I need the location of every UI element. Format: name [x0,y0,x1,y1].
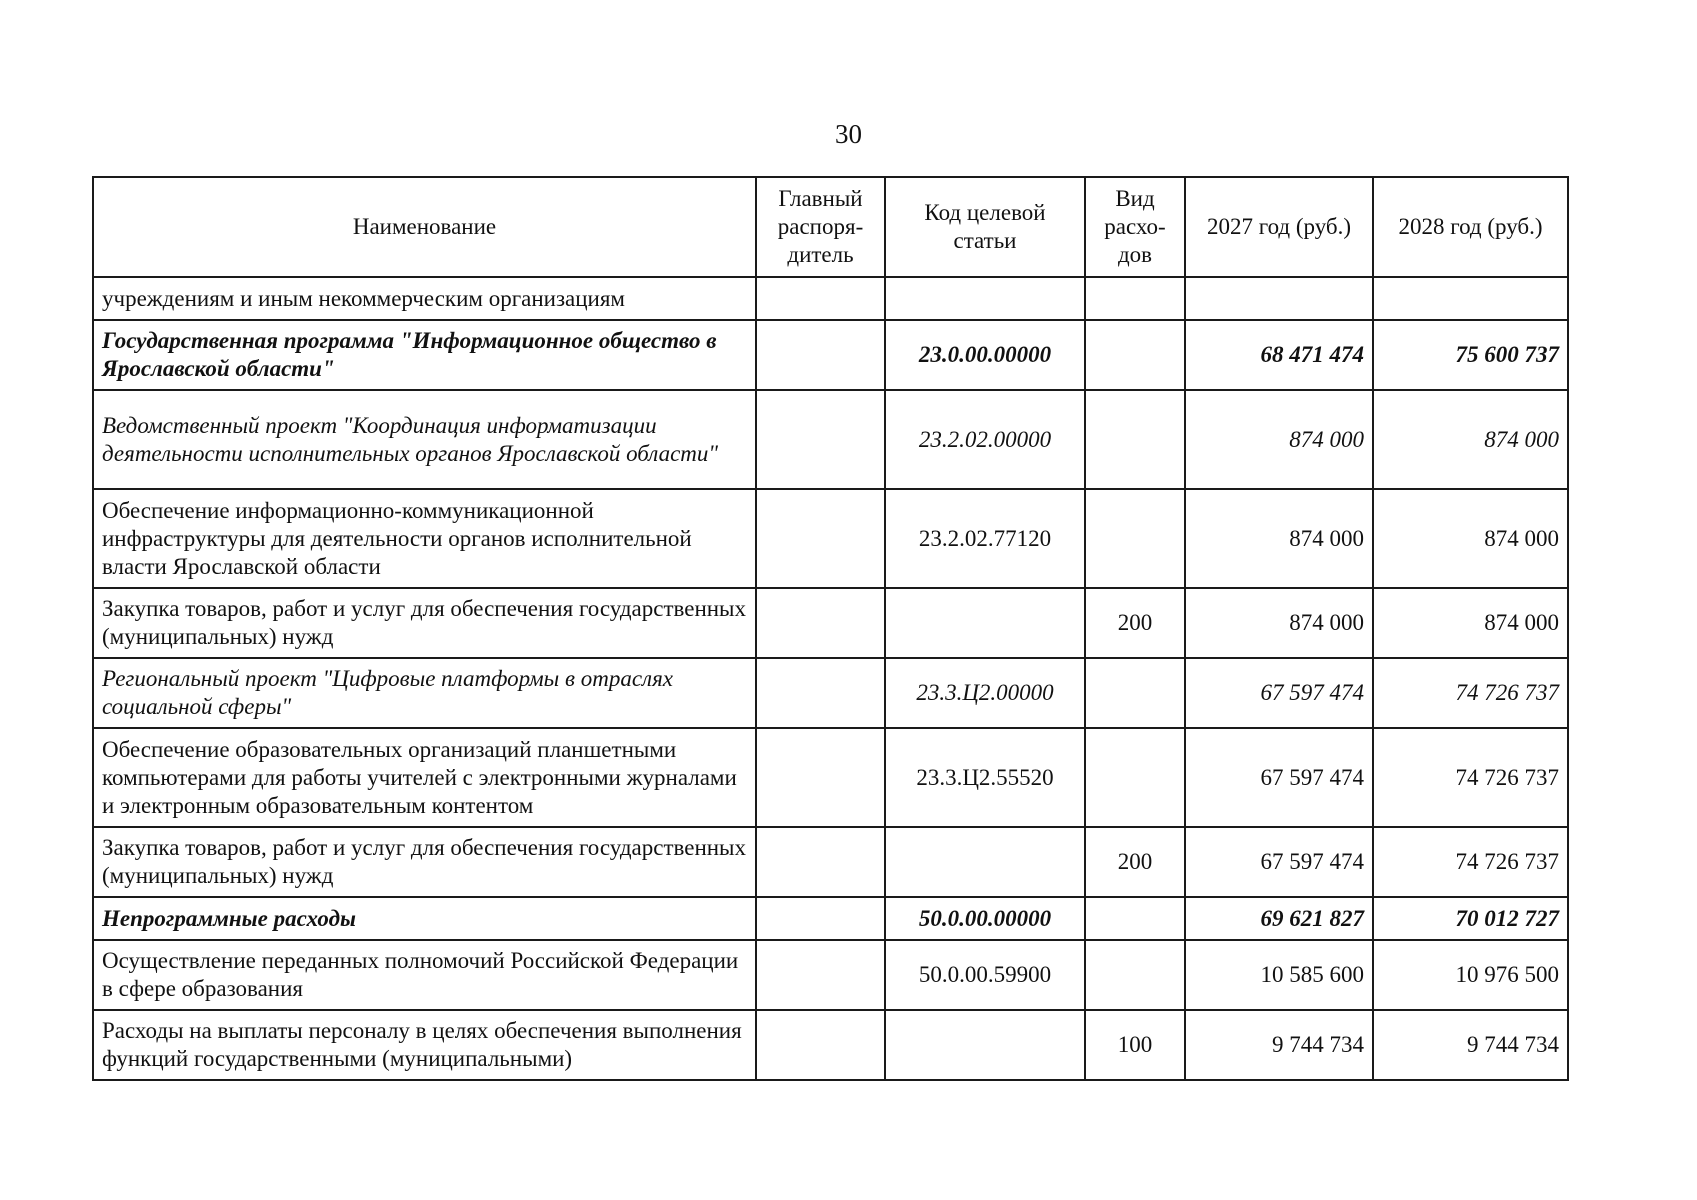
row-vid [1085,390,1185,489]
row-2028: 75 600 737 [1373,320,1568,390]
row-2028: 874 000 [1373,588,1568,658]
row-chief [756,588,885,658]
row-name: Расходы на выплаты персоналу в целях обеспечения выполнения функций государственными (муниципальными) [93,1010,756,1080]
header-name: Наименование [93,177,756,277]
row-2028: 9 744 734 [1373,1010,1568,1080]
header-chief: Главный распоря- дитель [756,177,885,277]
table-row [93,1010,1568,1080]
table-row [93,940,1568,1010]
row-2028: 74 726 737 [1373,658,1568,728]
row-2027: 67 597 474 [1185,728,1373,827]
row-chief [756,277,885,320]
header-2027: 2027 год (руб.) [1185,177,1373,277]
header-vid: Вид расхо- дов [1085,177,1185,277]
row-vid [1085,277,1185,320]
row-chief [756,658,885,728]
row-chief [756,489,885,588]
row-code: 23.0.00.00000 [885,320,1085,390]
header-2028: 2028 год (руб.) [1373,177,1568,277]
row-vid [1085,489,1185,588]
row-2028: 874 000 [1373,489,1568,588]
row-2027: 67 597 474 [1185,827,1373,897]
row-name: Непрограммные расходы [93,897,756,940]
row-vid [1085,658,1185,728]
row-vid [1085,897,1185,940]
row-code: 23.2.02.77120 [885,489,1085,588]
row-2028 [1373,277,1568,320]
table-row [93,827,1568,897]
row-2028: 10 976 500 [1373,940,1568,1010]
row-name: Закупка товаров, работ и услуг для обеспечения государственных (муниципальных) нужд [93,588,756,658]
row-name: Ведомственный проект "Координация информатизации деятельности исполнительных органов Ярославской области" [93,390,756,489]
row-vid [1085,320,1185,390]
table-row [93,728,1568,827]
row-chief [756,390,885,489]
page-number: 30 [835,119,862,149]
row-2027: 874 000 [1185,390,1373,489]
row-code [885,277,1085,320]
row-2027 [1185,277,1373,320]
row-name: Обеспечение образовательных организаций планшетными компьютерами для работы учителей с электронными журналами и электронным образовательным контентом [93,728,756,827]
row-2027: 10 585 600 [1185,940,1373,1010]
row-chief [756,320,885,390]
row-chief [756,728,885,827]
row-2028: 74 726 737 [1373,827,1568,897]
row-2028: 70 012 727 [1373,897,1568,940]
header-code: Код целевой статьи [885,177,1085,277]
row-vid: 200 [1085,588,1185,658]
table-row [93,588,1568,658]
row-vid [1085,728,1185,827]
row-name: Обеспечение информационно-коммуникационной инфраструктуры для деятельности органов исполнительной власти Ярославской области [93,489,756,588]
row-2027: 874 000 [1185,489,1373,588]
row-2027: 68 471 474 [1185,320,1373,390]
row-2027: 9 744 734 [1185,1010,1373,1080]
row-chief [756,1010,885,1080]
row-2027: 69 621 827 [1185,897,1373,940]
row-code: 50.0.00.59900 [885,940,1085,1010]
row-2028: 74 726 737 [1373,728,1568,827]
row-name: Государственная программа "Информационное общество в Ярославской области" [93,320,756,390]
table-row [93,320,1568,390]
row-chief [756,897,885,940]
table-row [93,658,1568,728]
row-code: 23.2.02.00000 [885,390,1085,489]
row-name: Региональный проект "Цифровые платформы в отраслях социальной сферы" [93,658,756,728]
row-2027: 874 000 [1185,588,1373,658]
row-code [885,827,1085,897]
row-code: 23.3.Ц2.00000 [885,658,1085,728]
row-vid [1085,940,1185,1010]
table-row [93,897,1568,940]
budget-table [92,176,1569,1081]
row-chief [756,827,885,897]
row-name: учреждениям и иным некоммерческим организациям [93,277,756,320]
row-2028: 874 000 [1373,390,1568,489]
row-vid: 200 [1085,827,1185,897]
row-name: Осуществление переданных полномочий Российской Федерации в сфере образования [93,940,756,1010]
row-name: Закупка товаров, работ и услуг для обеспечения государственных (муниципальных) нужд [93,827,756,897]
row-vid: 100 [1085,1010,1185,1080]
row-code [885,588,1085,658]
row-code: 50.0.00.00000 [885,897,1085,940]
row-code: 23.3.Ц2.55520 [885,728,1085,827]
table-row [93,277,1568,320]
table-row [93,390,1568,489]
table-header-row [93,177,1568,277]
row-code [885,1010,1085,1080]
row-2027: 67 597 474 [1185,658,1373,728]
row-chief [756,940,885,1010]
table-row [93,489,1568,588]
